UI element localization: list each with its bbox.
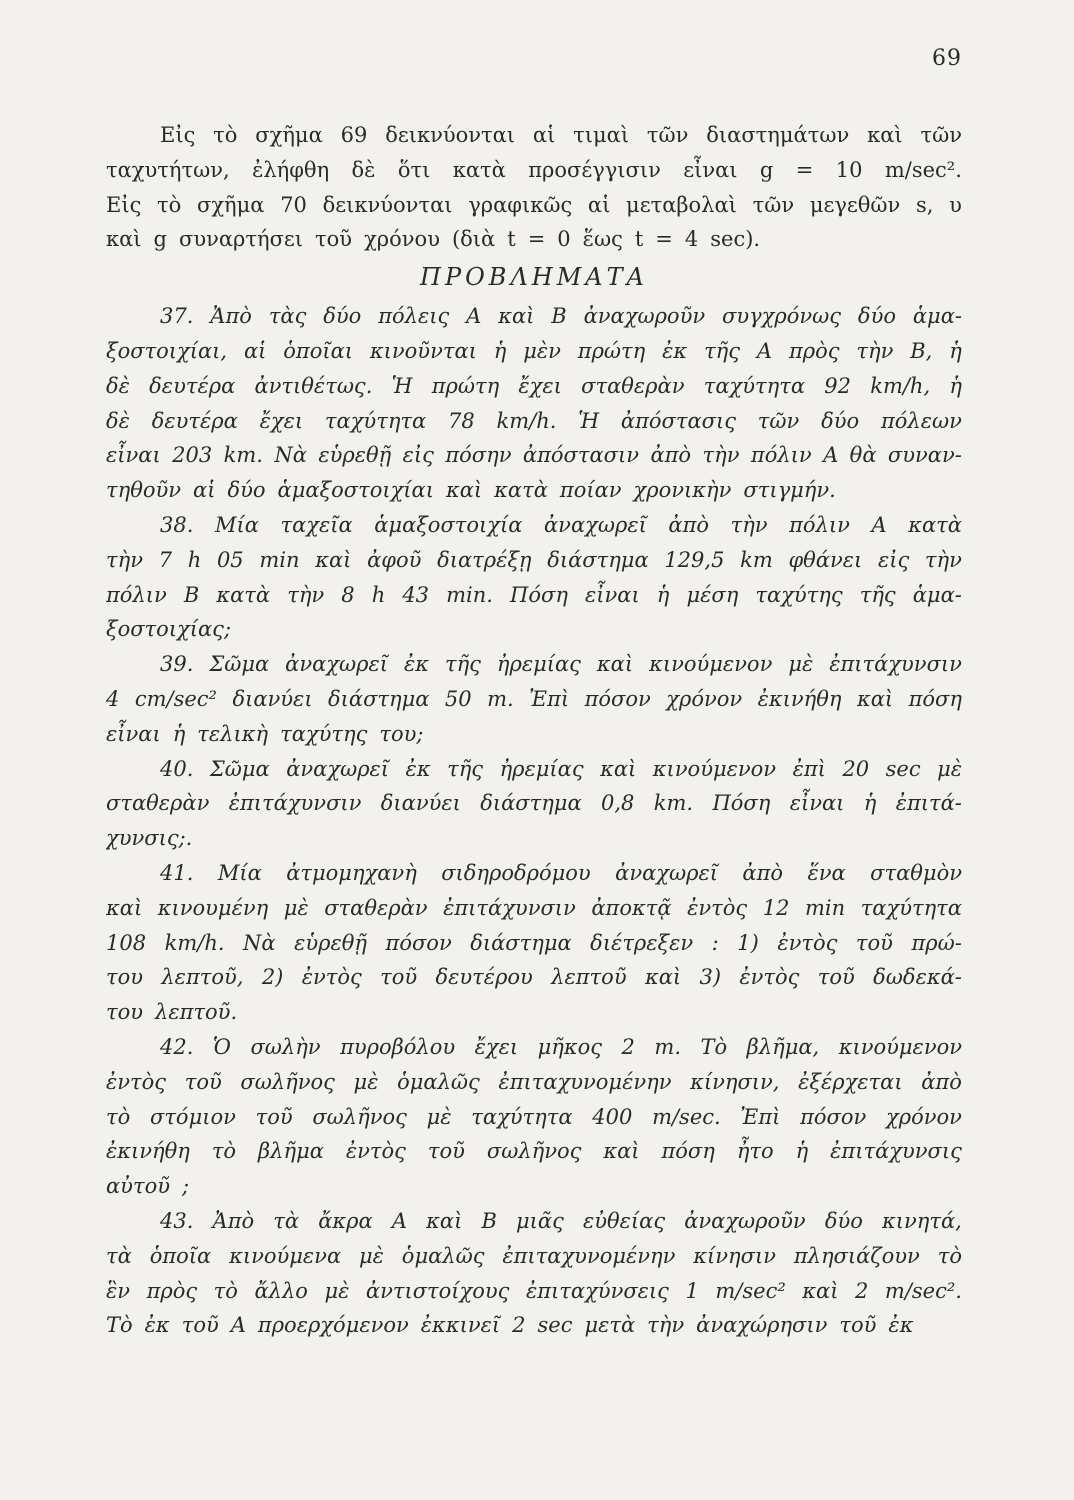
text-line: τηθοῦν αἱ δύο ἁμαξοστοιχίαι καὶ κατὰ ποίαν χρονικὴν στιγμήν. [106, 478, 836, 503]
text-line: αὐτοῦ ; [106, 1174, 190, 1199]
text-line: 41. Μία ἀτμομηχανὴ σιδηροδρόμου ἀναχωρεῖ ἀπὸ ἕνα σταθμὸν [160, 860, 962, 885]
text-line: ταχυτήτων, ἐλήφθη δὲ ὅτι κατὰ προσέγγισιν εἶναι g = 10 m/sec². [106, 157, 962, 182]
text-line: τὸ στόμιον τοῦ σωλῆνος μὲ ταχύτητα 400 m/sec. Ἐπὶ πόσον χρόνον [106, 1104, 962, 1129]
text-line: Τὸ ἐκ τοῦ Α προερχόμενον ἐκκινεῖ 2 sec μετὰ τὴν ἀναχώρησιν τοῦ ἐκ [106, 1313, 914, 1338]
text-line: του λεπτοῦ. [106, 1000, 238, 1025]
page-number: 69 [932, 46, 962, 71]
text-line: του λεπτοῦ, 2) ἐντὸς τοῦ δευτέρου λεπτοῦ καὶ 3) ἐντὸς τοῦ δωδεκά- [106, 965, 962, 990]
text-line: χυνσις;. [106, 826, 193, 851]
text-line: ξοστοιχίας; [106, 617, 232, 642]
text-line: 108 km/h. Νὰ εὑρεθῇ πόσον διάστημα διέτρεξεν : 1) ἐντὸς τοῦ πρώ- [106, 930, 962, 955]
text-line: 4 cm/sec² διανύει διάστημα 50 m. Ἐπὶ πόσον χρόνον ἐκινήθη καὶ πόση [106, 686, 962, 711]
text-line: ἓν πρὸς τὸ ἄλλο μὲ ἀντιστοίχους ἐπιταχύνσεις 1 m/sec² καὶ 2 m/sec². [106, 1278, 962, 1303]
intro-paragraph [106, 118, 962, 257]
problem-43 [106, 1204, 962, 1343]
text-line: καὶ g συναρτήσει τοῦ χρόνου (διὰ t = 0 ἕως t = 4 sec). [106, 227, 761, 252]
text-line: τὴν 7 h 05 min καὶ ἀφοῦ διατρέξῃ διάστημα 129,5 km φθάνει εἰς τὴν [106, 547, 962, 572]
text-line: Εἰς τὸ σχῆμα 70 δεικνύονται γραφικῶς αἱ μεταβολαὶ τῶν μεγεθῶν s, υ [106, 192, 962, 217]
page-content [106, 118, 962, 1343]
problem-list [106, 299, 962, 1343]
problem-37 [106, 299, 962, 508]
text-line: δὲ δευτέρα ἀντιθέτως. Ἡ πρώτη ἔχει σταθερὰν ταχύτητα 92 km/h, ἡ [106, 373, 962, 398]
text-line: Εἰς τὸ σχῆμα 69 δεικνύονται αἱ τιμαὶ τῶν διαστημάτων καὶ τῶν [160, 123, 962, 147]
problem-42 [106, 1030, 962, 1204]
section-heading: ΠΡΟΒΛΗΜΑΤΑ [420, 263, 648, 292]
text-line: εἶναι 203 km. Νὰ εὑρεθῇ εἰς πόσην ἀπόστασιν ἀπὸ τὴν πόλιν Α θὰ συναν- [106, 443, 962, 468]
text-line: ξοστοιχίαι, αἱ ὁποῖαι κινοῦνται ἡ μὲν πρώτη ἐκ τῆς Α πρὸς τὴν Β, ἡ [106, 338, 962, 363]
problem-41 [106, 856, 962, 1030]
text-line: σταθερὰν ἐπιτάχυνσιν διανύει διάστημα 0,8 km. Πόση εἶναι ἡ ἐπιτά- [106, 791, 962, 816]
text-line: δὲ δευτέρα ἔχει ταχύτητα 78 km/h. Ἡ ἀπόστασις τῶν δύο πόλεων [106, 408, 962, 433]
text-line: 40. Σῶμα ἀναχωρεῖ ἐκ τῆς ἠρεμίας καὶ κινούμενον ἐπὶ 20 sec μὲ [160, 756, 962, 781]
text-line: 42. Ὁ σωλὴν πυροβόλου ἔχει μῆκος 2 m. Τὸ βλῆμα, κινούμενον [160, 1034, 962, 1059]
text-line: ἐντὸς τοῦ σωλῆνος μὲ ὁμαλῶς ἐπιταχυνομένην κίνησιν, ἐξέρχεται ἀπὸ [106, 1069, 962, 1094]
problem-40 [106, 752, 962, 856]
text-line: 43. Ἀπὸ τὰ ἄκρα Α καὶ Β μιᾶς εὐθείας ἀναχωροῦν δύο κινητά, [160, 1208, 962, 1233]
text-line: 37. Ἀπὸ τὰς δύο πόλεις Α καὶ Β ἀναχωροῦν συγχρόνως δύο ἁμα- [160, 304, 962, 329]
text-line: 38. Μία ταχεῖα ἁμαξοστοιχία ἀναχωρεῖ ἀπὸ τὴν πόλιν Α κατὰ [160, 512, 962, 537]
problem-38 [106, 508, 962, 647]
problem-39 [106, 647, 962, 751]
text-line: εἶναι ἡ τελικὴ ταχύτης του; [106, 721, 424, 746]
text-line: πόλιν Β κατὰ τὴν 8 h 43 min. Πόση εἶναι ἡ μέση ταχύτης τῆς ἁμα- [106, 582, 962, 607]
text-line: 39. Σῶμα ἀναχωρεῖ ἐκ τῆς ἠρεμίας καὶ κινούμενον μὲ ἐπιτάχυνσιν [160, 652, 962, 677]
text-line: τὰ ὁποῖα κινούμενα μὲ ὁμαλῶς ἐπιταχυνομένην κίνησιν πλησιάζουν τὸ [106, 1243, 962, 1268]
text-line: ἐκινήθη τὸ βλῆμα ἐντὸς τοῦ σωλῆνος καὶ πόση ἦτο ἡ ἐπιτάχυνσις [106, 1139, 962, 1164]
text-line: καὶ κινουμένη μὲ σταθερὰν ἐπιτάχυνσιν ἀποκτᾷ ἐντὸς 12 min ταχύτητα [106, 895, 962, 920]
